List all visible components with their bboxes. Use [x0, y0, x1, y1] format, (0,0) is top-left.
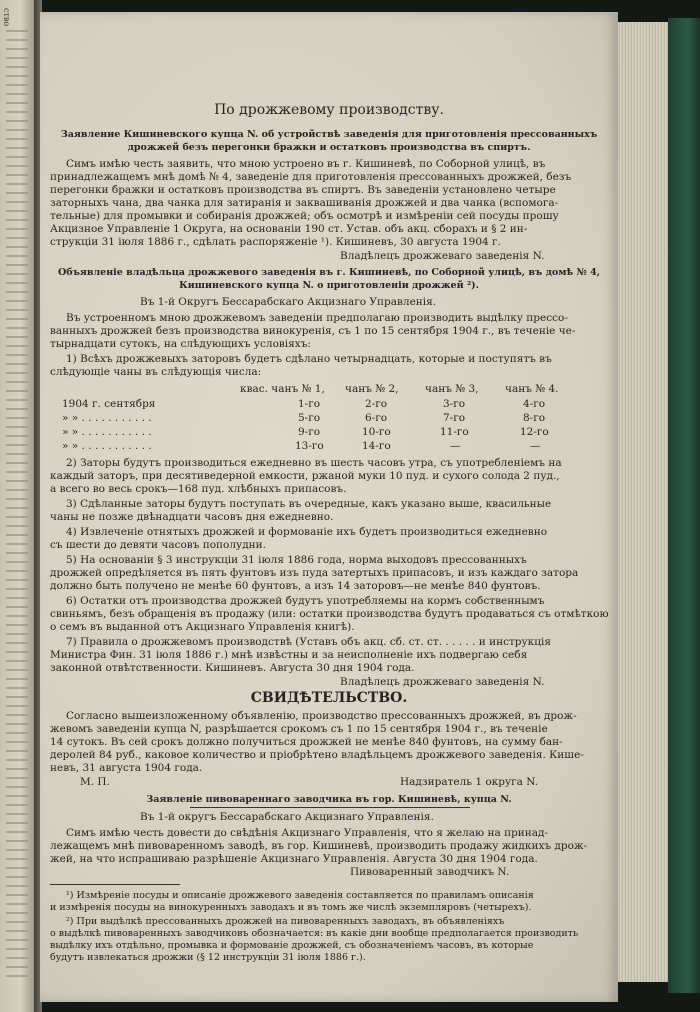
para-1-line-1: Симъ имѣю честь заявить, что мною устроено въ г. Кишиневѣ, по Соборной улицѣ, въ — [66, 158, 546, 170]
table-cell: 3-го — [443, 398, 466, 410]
table-row-label: » » . . . . . . . . . . . — [62, 412, 152, 424]
left-page-running-head: ство — [2, 8, 11, 27]
item-2-line-2: каждый заторъ, при десятиведерной емкости, ржаной муки 10 пуд. и сухого солода 2 пуд., — [50, 470, 560, 482]
left-page-text-strip — [6, 30, 28, 980]
table-cell: — — [450, 440, 461, 452]
table-cell: 1-го — [298, 398, 321, 410]
table-cell: 7-го — [443, 412, 466, 424]
table-cell: 9-го — [298, 426, 321, 438]
item-3-line-1: 3) Сдѣланные заторы будутъ поступать въ очередные, какъ указано выше, квасильные — [66, 498, 552, 510]
footnote-2-line-2: о выдѣлкѣ пивоваренныхъ заводчиковъ обозначается: въ какіе дни вообще предполагается производить — [50, 928, 579, 939]
item-2-line-1: 2) Заторы будутъ производиться ежедневно въ шесть часовъ утра, съ употребленіемъ на — [66, 457, 562, 469]
left-page-edge — [0, 0, 34, 1012]
para-3-line-1: Симъ имѣю честь довести до свѣдѣнія Акцизнаго Управленія, что я желаю на принад- — [66, 827, 549, 839]
item-1-line-2: слѣдующіе чаны въ слѣдующія числа: — [50, 366, 262, 378]
addressee-1: Въ 1-й Округъ Бессарабскаго Акцизнаго Управленія. — [140, 296, 437, 308]
item-7-line-3: законной отвѣтственности. Кишиневъ. Августа 30 дня 1904 года. — [50, 662, 415, 674]
footnote-2-line-4: будутъ извлекаться дрожжи (§ 12 инструкціи 31 іюля 1886 г.). — [50, 952, 366, 963]
para-1-line-5: тельные) для промывки и собиранія дрожжей; объ осмотрѣ и измѣреніи сей посуды прошу — [50, 210, 559, 222]
certificate-line-5: невъ, 31 августа 1904 года. — [50, 762, 203, 774]
footnote-1-line-1: ¹) Измѣреніе посуды и описаніе дрожжевого заведенія составляется по правиламъ описанія — [66, 890, 534, 901]
table-header: чанъ № 4. — [505, 383, 559, 395]
certificate-line-2: жевомъ заведеніи купца N, разрѣшается срокомъ съ 1 по 15 сентября 1904 г., въ теченіе — [50, 723, 548, 735]
para-1-line-6: Акцизное Управленіе 1 Округа, на основаніи 190 ст. Устав. объ акц. сборахъ и § 2 ин- — [50, 223, 528, 235]
footnote-2-line-1: ²) При выдѣлкѣ прессованныхъ дрожжей на пивоваренныхъ заводахъ, въ объявленіяхъ — [66, 916, 505, 927]
footnote-2-line-3: выдѣлку ихъ отдѣльно, промывка и формованіе дрожжей, съ обозначеніемъ часовъ, въ которые — [50, 940, 534, 951]
item-1-line-1: 1) Всѣхъ дрожжевыхъ заторовъ будетъ сдѣлано четырнадцать, которые и поступятъ въ — [66, 353, 552, 365]
table-cell: — — [530, 440, 541, 452]
para-1-line-3: перегонки бражки и остатковъ производства въ спиртъ. Въ заведеніи установлено четыре — [50, 184, 556, 196]
item-4-line-1: 4) Извлеченіе отнятыхъ дрожжей и формованіе ихъ будетъ производиться ежедневно — [66, 526, 548, 538]
table-cell: 13-го — [295, 440, 324, 452]
book-cover — [668, 18, 700, 993]
page-block-edges — [618, 22, 670, 982]
certificate-line-1: Согласно вышеизложенному объявленію, производство прессованныхъ дрожжей, въ дрож- — [66, 710, 577, 722]
table-row-label: 1904 г. сентября — [62, 398, 156, 410]
signature-3: Пивоваренный заводчикъ N. — [350, 866, 510, 878]
table-cell: 6-го — [365, 412, 388, 424]
para-2-line-1: Въ устроенномъ мною дрожжевомъ заведеніи предполагаю производить выдѣлку прессо- — [66, 312, 568, 324]
book-page — [40, 12, 618, 1002]
para-1-line-4: заторныхъ чана, два чанка для затиранія и заквашиванія дрожжей и два чанка (вспомога- — [50, 197, 559, 209]
item-3-line-2: чаны не позже двѣнадцати часовъ дня ежедневно. — [50, 511, 334, 523]
certificate-line-4: деролей 84 руб., каковое количество и пріобрѣтено владѣльцемъ дрожжевого заведенія. Кише- — [50, 749, 584, 761]
certificate-title: СВИДѢТЕЛЬСТВО. — [250, 690, 408, 706]
item-6-line-3: о семъ въ выданной отъ Акцизнаго Управленія книгѣ). — [50, 621, 355, 633]
table-cell: 5-го — [298, 412, 321, 424]
item-2-line-3: а всего во весь срокъ—168 пуд. хлѣбныхъ припасовъ. — [50, 483, 347, 495]
item-6-line-1: 6) Остатки отъ производства дрожжей будутъ употребляемы на кормъ собственнымъ — [66, 595, 545, 607]
signature-2: Владѣлецъ дрожжеваго заведенія N. — [340, 676, 545, 688]
seal-mark: М. П. — [80, 776, 110, 788]
item-7-line-2: Министра Фин. 31 іюля 1886 г.) мнѣ извѣстны и за неисполненіе ихъ подвергаю себя — [50, 649, 528, 661]
section-title: По дрожжевому производству. — [214, 102, 444, 118]
heading-2-line-2: Кишиневского купца N. о приготовленіи дрожжей ²). — [179, 280, 479, 291]
para-1-line-7: струкціи 31 іюля 1886 г., сдѣлать распоряженіе ¹). Кишиневъ, 30 августа 1904 г. — [50, 236, 501, 248]
table-cell: 11-го — [440, 426, 469, 438]
table-cell: 14-го — [362, 440, 391, 452]
para-3-line-2: лежащемъ мнѣ пивоваренномъ заводѣ, въ гор. Кишиневѣ, производить продажу жидкихъ дрож- — [50, 840, 588, 852]
heading-3-underline — [190, 807, 470, 808]
table-header: чанъ № 3, — [425, 383, 479, 395]
heading-2-line-1: Объявленіе владѣльца дрожжевого заведенія въ г. Кишиневѣ, по Соборной улицѣ, въ домѣ № 4, — [57, 267, 601, 278]
footnote-1-line-2: и измѣренія посуды на винокуренныхъ заводахъ и въ томъ же числѣ экземпляровъ (четырехъ). — [50, 902, 532, 913]
para-1-line-2: принадлежащемъ мнѣ домѣ № 4, заведеніе для приготовленія прессованныхъ дрожжей, безъ — [50, 171, 572, 183]
item-7-line-1: 7) Правила о дрожжевомъ производствѣ (Уставъ объ акц. сб. ст. ст. . . . . . и инструкція — [66, 636, 551, 648]
table-row-label: » » . . . . . . . . . . . — [62, 440, 152, 452]
table-header: чанъ № 2, — [345, 383, 399, 395]
item-5-line-2: дрожжей опредѣляется въ пять фунтовъ изъ пуда затертыхъ припасовъ, и изъ каждаго затора — [50, 567, 579, 579]
item-4-line-2: съ шести до девяти часовъ пополудни. — [50, 539, 267, 551]
heading-1-line-2: дрожжей безъ перегонки бражки и остатковъ производства въ спиртъ. — [127, 142, 531, 153]
inspector-signature: Надзиратель 1 округа N. — [400, 776, 539, 788]
para-2-line-3: тырнадцати сутокъ, на слѣдующихъ условіяхъ: — [50, 338, 311, 350]
addressee-2: Въ 1-й округъ Бессарабскаго Акцизнаго Управленія. — [140, 811, 434, 823]
heading-1-line-1: Заявление Кишиневского купца N. об устройствѣ заведенія для приготовленія прессованныхъ — [60, 129, 598, 140]
footnote-separator — [50, 884, 180, 885]
item-5-line-1: 5) На основаніи § 3 инструкціи 31 іюля 1886 года, норма выходовъ прессованныхъ — [66, 554, 527, 566]
table-cell: 8-го — [523, 412, 546, 424]
table-cell: 10-го — [362, 426, 391, 438]
table-cell: 2-го — [365, 398, 388, 410]
item-5-line-3: должно быть получено не менѣе 60 фунтовъ, а изъ 14 заторовъ—не менѣе 840 фунтовъ. — [50, 580, 541, 592]
table-header: квас. чанъ № 1, — [240, 383, 325, 395]
para-3-line-3: жей, на что испрашиваю разрѣшеніе Акцизнаго Управленія. Августа 30 дня 1904 года. — [50, 853, 538, 865]
item-6-line-2: свиньямъ, безъ обращенія въ продажу (или: остатки производства будутъ продаваться съ отмѣткою — [50, 608, 609, 620]
table-cell: 4-го — [523, 398, 546, 410]
signature-1: Владѣлецъ дрожжеваго заведенія N. — [340, 250, 545, 262]
table-cell: 12-го — [520, 426, 549, 438]
heading-3: Заявленіе пивовареннаго заводчика въ гор. Кишиневѣ, купца N. — [146, 794, 512, 805]
certificate-line-3: 14 сутокъ. Въ сей срокъ должно получиться дрожжей не менѣе 840 фунтовъ, на сумму бан- — [50, 736, 563, 748]
table-row-label: » » . . . . . . . . . . . — [62, 426, 152, 438]
para-2-line-2: ванныхъ дрожжей безъ производства винокуренія, съ 1 по 15 сентября 1904 г., въ теченіе че- — [50, 325, 576, 337]
